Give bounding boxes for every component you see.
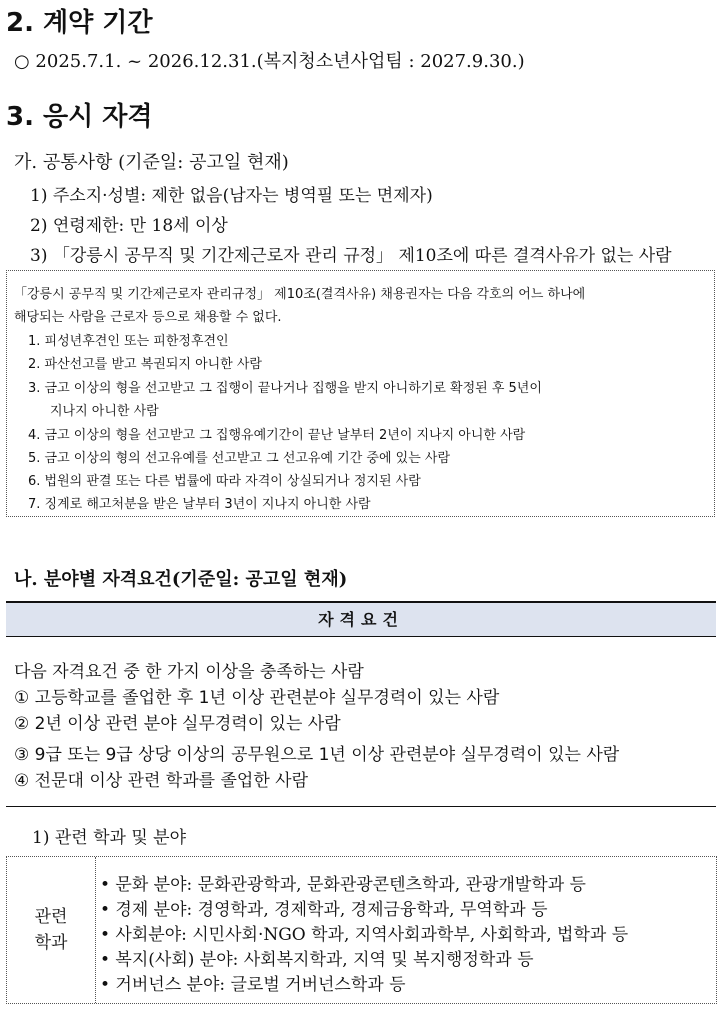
requirement-4: ④ 전문대 이상 관련 학과를 졸업한 사람 (14, 771, 308, 791)
common-item-1: 1) 주소지·성별: 제한 없음(남자는 병역필 또는 면제자) (30, 186, 433, 206)
notice-item-4: 4. 금고 이상의 형을 선고받고 그 집행유예기간이 끝난 날부터 2년이 지나지 아니한 사람 (28, 428, 526, 443)
notice-intro-1: 「강릉시 공무직 및 기간제근로자 관리규정」 제10조(결격사유) 채용권자는 다음 각호의 어느 하나에 (14, 287, 586, 302)
notice-item-3: 3. 금고 이상의 형을 선고받고 그 집행이 끝나거나 집행을 받지 아니하기로 확정된 후 5년이 (28, 381, 542, 396)
dept-heading: 1) 관련 학과 및 분야 (32, 828, 187, 848)
dept-label-line1: 관련 (34, 907, 68, 927)
dept-item-society: • 사회분야: 시민사회·NGO 학과, 지역사회과학부, 사회학과, 법학과 등 (100, 925, 629, 945)
notice-item-2: 2. 파산선고를 받고 복권되지 아니한 사람 (28, 357, 262, 372)
section3-title: 3. 응시 자격 (6, 102, 153, 132)
dept-item-governance: • 거버넌스 분야: 글로벌 거버넌스학과 등 (100, 975, 406, 995)
field-heading: 나. 분야별 자격요건(기준일: 공고일 현재) (14, 569, 348, 590)
dept-item-culture: • 문화 분야: 문화관광학과, 문화관광콘텐츠학과, 관광개발학과 등 (100, 875, 586, 895)
section2-title: 2. 계약 기간 (6, 8, 153, 38)
requirements-bottom-rule (6, 806, 716, 807)
notice-intro-2: 해당되는 사람을 근로자 등으로 채용할 수 없다. (14, 310, 282, 325)
requirement-intro: 다음 자격요건 중 한 가지 이상을 충족하는 사람 (14, 662, 364, 682)
notice-item-6: 6. 법원의 판결 또는 다른 법률에 따라 자격이 상실되거나 정지된 사람 (28, 474, 421, 489)
contract-period: ○ 2025.7.1. ~ 2026.12.31.(복지청소년사업팀 : 2027.9.30.) (14, 51, 525, 72)
common-item-3: 3) 「강릉시 공무직 및 기간제근로자 관리 규정」 제10조에 따른 결격사유가 없는 사람 (30, 246, 672, 266)
dept-item-economy: • 경제 분야: 경영학과, 경제학과, 경제금융학과, 무역학과 등 (100, 900, 548, 920)
dept-label-cell (7, 857, 96, 1003)
common-heading: 가. 공통사항 (기준일: 공고일 현재) (14, 152, 289, 173)
requirement-2: ② 2년 이상 관련 분야 실무경력이 있는 사람 (14, 714, 341, 734)
notice-item-1: 1. 피성년후견인 또는 피한정후견인 (28, 334, 229, 349)
requirement-3: ③ 9급 또는 9급 상당 이상의 공무원으로 1년 이상 관련분야 실무경력이 있는 사람 (14, 745, 620, 765)
notice-item-3-cont: 지나지 아니한 사람 (50, 404, 159, 419)
dept-item-welfare: • 복지(사회) 분야: 사회복지학과, 지역 및 복지행정학과 등 (100, 950, 534, 970)
notice-item-5: 5. 금고 이상의 형의 선고유예를 선고받고 그 선고유예 기간 중에 있는 사람 (28, 451, 451, 466)
dept-label-line2: 학과 (34, 933, 68, 953)
requirement-1: ① 고등학교를 졸업한 후 1년 이상 관련분야 실무경력이 있는 사람 (14, 688, 500, 708)
common-item-2: 2) 연령제한: 만 18세 이상 (30, 216, 228, 236)
requirements-header: 자격요건 (6, 601, 716, 637)
notice-item-7: 7. 징계로 해고처분을 받은 날부터 3년이 지나지 아니한 사람 (28, 497, 371, 512)
